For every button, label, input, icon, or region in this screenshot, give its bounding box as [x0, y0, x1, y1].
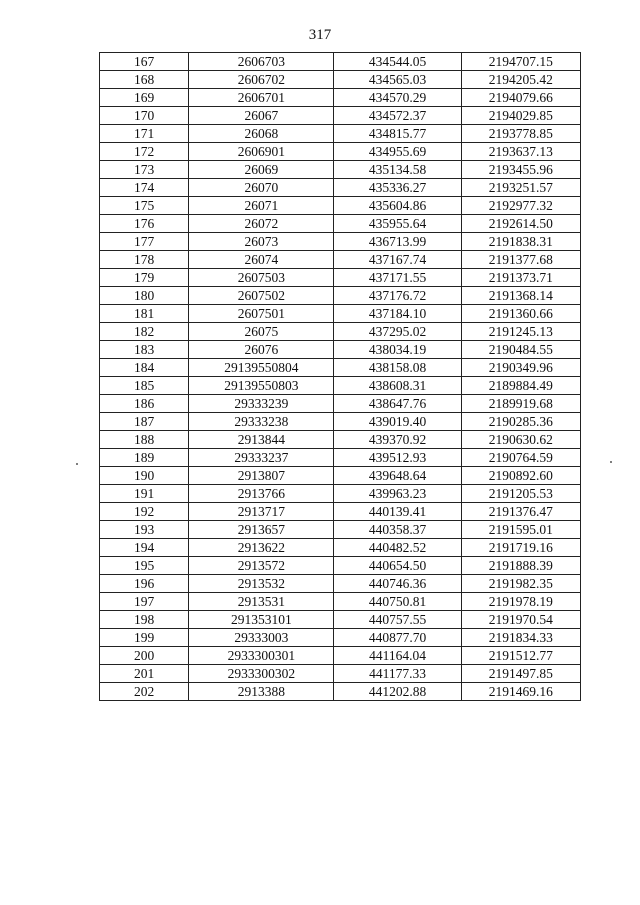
table-row	[100, 683, 581, 701]
point-number-cell: 177	[100, 233, 189, 251]
coordinates-table	[99, 52, 581, 701]
point-id-cell: 2913844	[189, 431, 334, 449]
table-row	[100, 521, 581, 539]
y-coordinate-cell: 2190630.62	[461, 431, 580, 449]
x-coordinate-cell: 434815.77	[334, 125, 461, 143]
y-coordinate-cell: 2191377.68	[461, 251, 580, 269]
x-coordinate-cell: 435336.27	[334, 179, 461, 197]
x-coordinate-cell: 435955.64	[334, 215, 461, 233]
x-coordinate-cell: 440746.36	[334, 575, 461, 593]
table-row	[100, 179, 581, 197]
point-number-cell: 199	[100, 629, 189, 647]
point-id-cell: 2913572	[189, 557, 334, 575]
x-coordinate-cell: 440139.41	[334, 503, 461, 521]
table-row	[100, 107, 581, 125]
point-number-cell: 201	[100, 665, 189, 683]
y-coordinate-cell: 2194707.15	[461, 53, 580, 71]
x-coordinate-cell: 434544.05	[334, 53, 461, 71]
table-row	[100, 647, 581, 665]
point-number-cell: 176	[100, 215, 189, 233]
table-row	[100, 197, 581, 215]
x-coordinate-cell: 436713.99	[334, 233, 461, 251]
y-coordinate-cell: 2191595.01	[461, 521, 580, 539]
point-id-cell: 29139550804	[189, 359, 334, 377]
y-coordinate-cell: 2190285.36	[461, 413, 580, 431]
table-row	[100, 89, 581, 107]
point-number-cell: 182	[100, 323, 189, 341]
table-row	[100, 557, 581, 575]
table-row	[100, 359, 581, 377]
y-coordinate-cell: 2194205.42	[461, 71, 580, 89]
page-number: 317	[308, 27, 332, 43]
x-coordinate-cell: 434955.69	[334, 143, 461, 161]
x-coordinate-cell: 438034.19	[334, 341, 461, 359]
point-id-cell: 29333003	[189, 629, 334, 647]
table-row	[100, 629, 581, 647]
point-id-cell: 2913622	[189, 539, 334, 557]
y-coordinate-cell: 2191838.31	[461, 233, 580, 251]
y-coordinate-cell: 2193251.57	[461, 179, 580, 197]
point-number-cell: 191	[100, 485, 189, 503]
y-coordinate-cell: 2192977.32	[461, 197, 580, 215]
point-id-cell: 2913388	[189, 683, 334, 701]
point-id-cell: 26068	[189, 125, 334, 143]
point-id-cell: 26073	[189, 233, 334, 251]
point-id-cell: 2913766	[189, 485, 334, 503]
point-number-cell: 173	[100, 161, 189, 179]
table-row	[100, 305, 581, 323]
point-number-cell: 192	[100, 503, 189, 521]
point-id-cell: 2933300301	[189, 647, 334, 665]
y-coordinate-cell: 2193778.85	[461, 125, 580, 143]
point-number-cell: 188	[100, 431, 189, 449]
point-id-cell: 26076	[189, 341, 334, 359]
point-id-cell: 2607502	[189, 287, 334, 305]
point-id-cell: 2606703	[189, 53, 334, 71]
point-number-cell: 171	[100, 125, 189, 143]
coordinates-table-body	[100, 53, 581, 701]
table-row	[100, 251, 581, 269]
table-row	[100, 323, 581, 341]
x-coordinate-cell: 438158.08	[334, 359, 461, 377]
x-coordinate-cell: 440877.70	[334, 629, 461, 647]
x-coordinate-cell: 439963.23	[334, 485, 461, 503]
y-coordinate-cell: 2191368.14	[461, 287, 580, 305]
y-coordinate-cell: 2189884.49	[461, 377, 580, 395]
table-row	[100, 125, 581, 143]
y-coordinate-cell: 2191373.71	[461, 269, 580, 287]
y-coordinate-cell: 2191719.16	[461, 539, 580, 557]
table-row	[100, 539, 581, 557]
table-row	[100, 413, 581, 431]
point-number-cell: 196	[100, 575, 189, 593]
table-row	[100, 431, 581, 449]
point-id-cell: 2607501	[189, 305, 334, 323]
point-id-cell: 2606901	[189, 143, 334, 161]
y-coordinate-cell: 2194079.66	[461, 89, 580, 107]
x-coordinate-cell: 439512.93	[334, 449, 461, 467]
y-coordinate-cell: 2189919.68	[461, 395, 580, 413]
y-coordinate-cell: 2190349.96	[461, 359, 580, 377]
x-coordinate-cell: 438608.31	[334, 377, 461, 395]
x-coordinate-cell: 437184.10	[334, 305, 461, 323]
point-id-cell: 26074	[189, 251, 334, 269]
table-row	[100, 161, 581, 179]
point-number-cell: 180	[100, 287, 189, 305]
x-coordinate-cell: 438647.76	[334, 395, 461, 413]
y-coordinate-cell: 2191512.77	[461, 647, 580, 665]
table-row	[100, 485, 581, 503]
table-row	[100, 341, 581, 359]
y-coordinate-cell: 2191978.19	[461, 593, 580, 611]
point-id-cell: 291353101	[189, 611, 334, 629]
point-number-cell: 170	[100, 107, 189, 125]
point-id-cell: 26075	[189, 323, 334, 341]
scan-speck-left	[76, 463, 78, 465]
y-coordinate-cell: 2191497.85	[461, 665, 580, 683]
point-number-cell: 181	[100, 305, 189, 323]
point-number-cell: 179	[100, 269, 189, 287]
y-coordinate-cell: 2191376.47	[461, 503, 580, 521]
y-coordinate-cell: 2191982.35	[461, 575, 580, 593]
table-row	[100, 269, 581, 287]
y-coordinate-cell: 2191205.53	[461, 485, 580, 503]
x-coordinate-cell: 437171.55	[334, 269, 461, 287]
point-number-cell: 197	[100, 593, 189, 611]
point-number-cell: 193	[100, 521, 189, 539]
table-row	[100, 143, 581, 161]
y-coordinate-cell: 2193455.96	[461, 161, 580, 179]
point-number-cell: 190	[100, 467, 189, 485]
point-id-cell: 29333238	[189, 413, 334, 431]
y-coordinate-cell: 2191469.16	[461, 683, 580, 701]
point-id-cell: 26069	[189, 161, 334, 179]
y-coordinate-cell: 2190484.55	[461, 341, 580, 359]
x-coordinate-cell: 440358.37	[334, 521, 461, 539]
x-coordinate-cell: 441177.33	[334, 665, 461, 683]
point-number-cell: 167	[100, 53, 189, 71]
y-coordinate-cell: 2193637.13	[461, 143, 580, 161]
table-row	[100, 611, 581, 629]
point-id-cell: 26072	[189, 215, 334, 233]
point-number-cell: 183	[100, 341, 189, 359]
point-id-cell: 26070	[189, 179, 334, 197]
table-row	[100, 665, 581, 683]
point-id-cell: 2606701	[189, 89, 334, 107]
y-coordinate-cell: 2191834.33	[461, 629, 580, 647]
table-row	[100, 395, 581, 413]
point-number-cell: 198	[100, 611, 189, 629]
point-number-cell: 195	[100, 557, 189, 575]
x-coordinate-cell: 440654.50	[334, 557, 461, 575]
x-coordinate-cell: 434572.37	[334, 107, 461, 125]
point-number-cell: 187	[100, 413, 189, 431]
point-id-cell: 29333239	[189, 395, 334, 413]
point-id-cell: 29139550803	[189, 377, 334, 395]
table-row	[100, 575, 581, 593]
point-id-cell: 2913717	[189, 503, 334, 521]
point-number-cell: 174	[100, 179, 189, 197]
y-coordinate-cell: 2191245.13	[461, 323, 580, 341]
point-id-cell: 2933300302	[189, 665, 334, 683]
table-row	[100, 287, 581, 305]
point-id-cell: 29333237	[189, 449, 334, 467]
table-row	[100, 377, 581, 395]
x-coordinate-cell: 437176.72	[334, 287, 461, 305]
point-id-cell: 2913531	[189, 593, 334, 611]
x-coordinate-cell: 439648.64	[334, 467, 461, 485]
point-number-cell: 202	[100, 683, 189, 701]
y-coordinate-cell: 2194029.85	[461, 107, 580, 125]
x-coordinate-cell: 439370.92	[334, 431, 461, 449]
x-coordinate-cell: 441164.04	[334, 647, 461, 665]
point-number-cell: 194	[100, 539, 189, 557]
table-row	[100, 593, 581, 611]
y-coordinate-cell: 2190892.60	[461, 467, 580, 485]
point-number-cell: 185	[100, 377, 189, 395]
point-id-cell: 2607503	[189, 269, 334, 287]
y-coordinate-cell: 2191888.39	[461, 557, 580, 575]
x-coordinate-cell: 441202.88	[334, 683, 461, 701]
point-number-cell: 189	[100, 449, 189, 467]
point-number-cell: 184	[100, 359, 189, 377]
table-row	[100, 467, 581, 485]
point-id-cell: 2913532	[189, 575, 334, 593]
x-coordinate-cell: 434565.03	[334, 71, 461, 89]
point-id-cell: 26071	[189, 197, 334, 215]
x-coordinate-cell: 437295.02	[334, 323, 461, 341]
point-number-cell: 168	[100, 71, 189, 89]
point-number-cell: 175	[100, 197, 189, 215]
point-number-cell: 169	[100, 89, 189, 107]
table-row	[100, 233, 581, 251]
x-coordinate-cell: 435604.86	[334, 197, 461, 215]
point-number-cell: 186	[100, 395, 189, 413]
x-coordinate-cell: 434570.29	[334, 89, 461, 107]
table-row	[100, 53, 581, 71]
x-coordinate-cell: 435134.58	[334, 161, 461, 179]
y-coordinate-cell: 2191970.54	[461, 611, 580, 629]
point-number-cell: 172	[100, 143, 189, 161]
point-number-cell: 200	[100, 647, 189, 665]
point-id-cell: 2913657	[189, 521, 334, 539]
x-coordinate-cell: 437167.74	[334, 251, 461, 269]
table-row	[100, 449, 581, 467]
point-id-cell: 2913807	[189, 467, 334, 485]
x-coordinate-cell: 440750.81	[334, 593, 461, 611]
table-row	[100, 215, 581, 233]
x-coordinate-cell: 440482.52	[334, 539, 461, 557]
y-coordinate-cell: 2190764.59	[461, 449, 580, 467]
y-coordinate-cell: 2192614.50	[461, 215, 580, 233]
point-id-cell: 2606702	[189, 71, 334, 89]
scan-speck-right	[610, 461, 612, 463]
x-coordinate-cell: 440757.55	[334, 611, 461, 629]
table-row	[100, 503, 581, 521]
table-row	[100, 71, 581, 89]
y-coordinate-cell: 2191360.66	[461, 305, 580, 323]
point-id-cell: 26067	[189, 107, 334, 125]
point-number-cell: 178	[100, 251, 189, 269]
x-coordinate-cell: 439019.40	[334, 413, 461, 431]
